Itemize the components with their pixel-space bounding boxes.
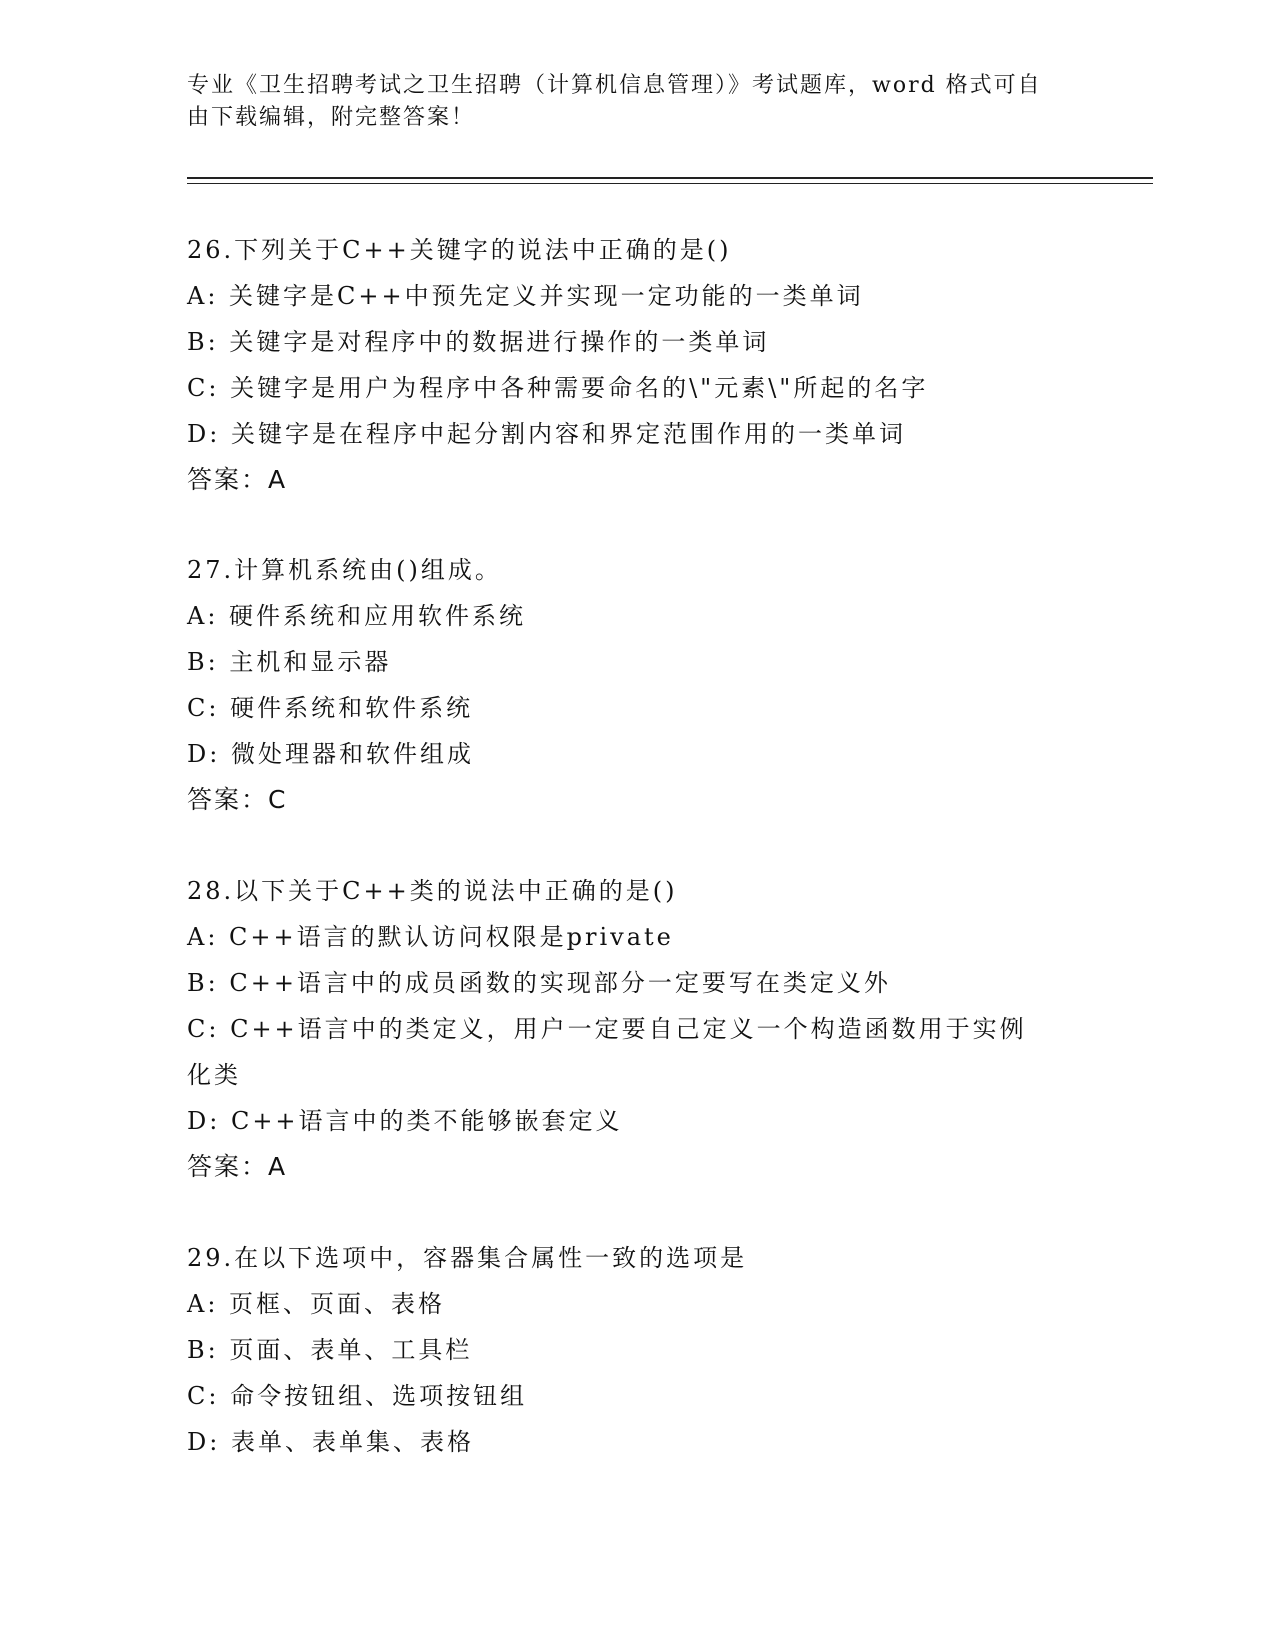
question-stem: 29.在以下选项中，容器集合属性一致的选项是 [187, 1244, 748, 1272]
question-27 [187, 547, 1067, 823]
option-a: A: 页框、页面、表格 [187, 1290, 446, 1318]
option-a: A: 关键字是C++中预先定义并实现一定功能的一类单词 [187, 282, 864, 310]
option-c: C: 硬件系统和软件系统 [187, 694, 474, 722]
question-stem: 26.下列关于C++关键字的说法中正确的是() [187, 236, 732, 264]
answer-label: 答案：A [187, 465, 288, 494]
option-d: D: C++语言中的类不能够嵌套定义 [187, 1107, 623, 1135]
option-c: C: 关键字是用户为程序中各种需要命名的\"元素\"所起的名字 [187, 374, 929, 402]
header-line-2: 由下载编辑，附完整答案！ [187, 105, 476, 130]
header-line-1: 专业《卫生招聘考试之卫生招聘（计算机信息管理）》考试题库，word 格式可自 [187, 73, 1042, 98]
header-divider-thin [187, 183, 1153, 184]
header-divider-thick [187, 177, 1153, 179]
option-a: A: C++语言的默认访问权限是private [187, 923, 674, 951]
document-header [187, 70, 1067, 134]
question-stem: 28.以下关于C++类的说法中正确的是() [187, 877, 678, 905]
option-b: B: 页面、表单、工具栏 [187, 1336, 473, 1364]
option-b: B: 主机和显示器 [187, 648, 392, 676]
option-c: C: C++语言中的类定义，用户一定要自己定义一个构造函数用于实例化类 [187, 1015, 1027, 1089]
question-29 [187, 1235, 1067, 1465]
option-a: A: 硬件系统和应用软件系统 [187, 602, 527, 630]
answer-label: 答案：C [187, 785, 288, 814]
option-c: C: 命令按钮组、选项按钮组 [187, 1382, 528, 1410]
question-28 [187, 868, 1067, 1190]
question-stem: 27.计算机系统由()组成。 [187, 556, 502, 584]
option-d: D: 表单、表单集、表格 [187, 1428, 474, 1456]
option-b: B: C++语言中的成员函数的实现部分一定要写在类定义外 [187, 969, 891, 997]
question-26 [187, 227, 1067, 503]
option-d: D: 关键字是在程序中起分割内容和界定范围作用的一类单词 [187, 420, 906, 448]
option-b: B: 关键字是对程序中的数据进行操作的一类单词 [187, 328, 770, 356]
option-d: D: 微处理器和软件组成 [187, 740, 474, 768]
answer-label: 答案：A [187, 1152, 288, 1181]
